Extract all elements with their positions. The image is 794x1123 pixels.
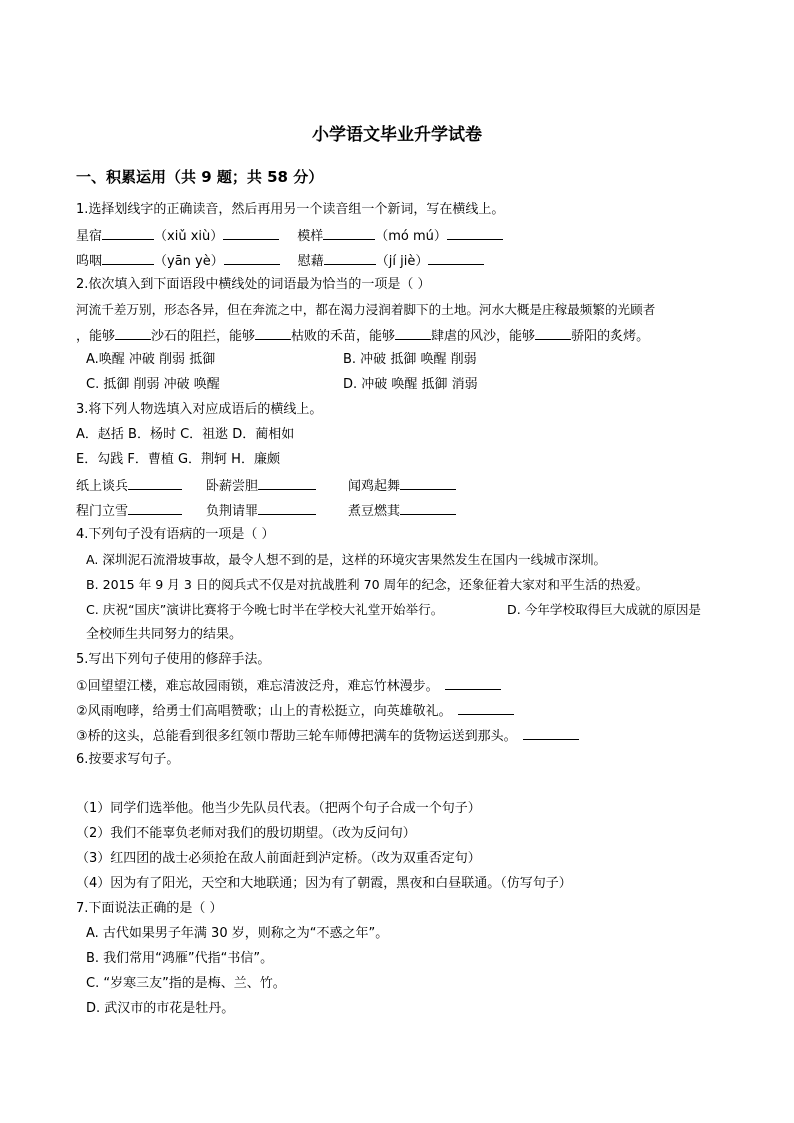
q2-option-a: A.唤醒 冲破 削弱 抵御 bbox=[86, 352, 216, 367]
q5-sentence3: ③桥的这头，总能看到很多红领巾帮助三轮车师傅把满车的货物运送到那头。 bbox=[76, 726, 579, 746]
q7-option-b: B. 我们常用“鸿雁”代指“书信”。 bbox=[86, 951, 274, 966]
exam-title: 小学语文毕业升学试卷 bbox=[312, 125, 482, 145]
idiom: 负荆请罪 bbox=[206, 504, 259, 519]
blank bbox=[428, 251, 484, 265]
word-wuyan: 呜咽 bbox=[76, 254, 103, 269]
blank bbox=[115, 326, 151, 340]
word-weijie: 慰藉 bbox=[297, 254, 324, 269]
pinyin-options: （xiǔ xiù） bbox=[154, 229, 224, 244]
pinyin-options: （yān yè） bbox=[154, 254, 224, 269]
blank bbox=[128, 476, 182, 490]
q3-idiom-row2b bbox=[206, 501, 316, 521]
idiom: 程门立雪 bbox=[76, 504, 129, 519]
q2-option-b: B. 冲破 抵御 唤醒 削弱 bbox=[343, 352, 477, 367]
q4-stem: 4.下列句子没有语病的一项是（ ） bbox=[76, 527, 275, 542]
q4-option-b: B. 2015 年 9 月 3 日的阅兵式不仅是对抗战胜利 70 周年的纪念，还象征着大家对和平生活的热爱。 bbox=[86, 577, 649, 592]
pinyin-options: （mó mú） bbox=[375, 229, 447, 244]
blank bbox=[535, 326, 571, 340]
q4-option-a: A. 深圳泥石流滑坡事故，最令人想不到的是，这样的环境灾害果然发生在国内一线城市深圳。 bbox=[86, 552, 607, 567]
idiom: 煮豆燃萁 bbox=[348, 504, 401, 519]
q7-option-c: C. “岁寒三友”指的是梅、兰、竹。 bbox=[86, 976, 286, 991]
q6-item3: （3）红四团的战士必须抢在敌人前面赶到泸定桥。（改为双重否定句） bbox=[76, 851, 481, 866]
q2-passage-line2: ，能够 沙石的阻拦，能够 枯败的禾苗，能够 肆虐的风沙，能够 骄阳的炙烤。 bbox=[76, 326, 649, 346]
q5-sentence2: ②风雨咆哮，给勇士们高唱赞歌；山上的青松挺立，向英雄敬礼。 bbox=[76, 701, 514, 721]
q1-stem: 1.选择划线字的正确读音，然后再用另一个读音组一个新词，写在横线上。 bbox=[76, 202, 505, 217]
q3-idiom-row2c bbox=[348, 501, 456, 521]
blank bbox=[102, 226, 154, 240]
q4-option-d-cont: 全校师生共同努力的结果。 bbox=[86, 627, 243, 642]
q3-stem: 3.将下列人物选填入对应成语后的横线上。 bbox=[76, 402, 323, 417]
q7-option-a: A. 古代如果男子年满 30 岁，则称之为“不惑之年”。 bbox=[86, 926, 389, 941]
blank bbox=[395, 326, 431, 340]
blank bbox=[255, 326, 291, 340]
idiom: 卧薪尝胆 bbox=[206, 479, 259, 494]
q6-item1: （1）同学们选举他。他当少先队员代表。（把两个句子合成一个句子） bbox=[76, 801, 481, 816]
q3-idiom-row2 bbox=[76, 501, 182, 521]
idiom: 纸上谈兵 bbox=[76, 479, 129, 494]
q6-item2: （2）我们不能辜负老师对我们的殷切期望。（改为反问句） bbox=[76, 826, 416, 841]
q6-item4: （4）因为有了阳光，天空和大地联通；因为有了朝霞，黑夜和白昼联通。（仿写句子） bbox=[76, 876, 572, 891]
blank bbox=[400, 476, 456, 490]
blank bbox=[523, 726, 579, 740]
blank bbox=[323, 226, 375, 240]
q3-idiom-row1 bbox=[76, 476, 182, 496]
blank bbox=[258, 476, 316, 490]
q2-passage-line1: 河流千差万别，形态各异，但在奔流之中，都在渴力浸润着脚下的土地。河水大概是庄稼最频繁的光顾者 bbox=[76, 302, 656, 317]
blank bbox=[258, 501, 316, 515]
q2-option-c: C. 抵御 削弱 冲破 唤醒 bbox=[86, 377, 220, 392]
q4-option-d: D. 今年学校取得巨大成就的原因是 bbox=[507, 602, 702, 617]
blank bbox=[445, 676, 501, 690]
blank bbox=[224, 251, 280, 265]
blank bbox=[223, 226, 279, 240]
q2-option-d: D. 冲破 唤醒 抵御 消弱 bbox=[343, 377, 478, 392]
q7-stem: 7.下面说法正确的是（ ） bbox=[76, 901, 223, 916]
section-heading: 一、积累运用（共 9 题；共 58 分） bbox=[76, 168, 324, 186]
q1-row1 bbox=[76, 226, 503, 246]
pinyin-options: （jí jiè） bbox=[375, 254, 429, 269]
q7-option-d: D. 武汉市的市花是牡丹。 bbox=[86, 1001, 235, 1016]
word-muyang: 模样 bbox=[297, 229, 324, 244]
q6-stem: 6.按要求写句子。 bbox=[76, 752, 180, 767]
q3-idiom-row1b bbox=[206, 476, 316, 496]
blank bbox=[400, 501, 456, 515]
blank bbox=[447, 226, 503, 240]
blank bbox=[128, 501, 182, 515]
q2-stem: 2.依次填入到下面语段中横线处的词语最为恰当的一项是（ ） bbox=[76, 277, 431, 292]
q1-row2 bbox=[76, 251, 484, 271]
q5-stem: 5.写出下列句子使用的修辞手法。 bbox=[76, 652, 271, 667]
word-xingxiu: 星宿 bbox=[76, 229, 103, 244]
q3-idiom-row1c bbox=[348, 476, 456, 496]
q5-sentence1: ①回望望江楼，难忘故园雨锁，难忘清波泛舟，难忘竹林漫步。 bbox=[76, 676, 501, 696]
blank bbox=[458, 701, 514, 715]
blank bbox=[324, 251, 376, 265]
q3-people-row2: E．勾践 F．曹植 G．荆轲 H．廉颇 bbox=[76, 452, 280, 467]
idiom: 闻鸡起舞 bbox=[348, 479, 401, 494]
q3-people-row1: A．赵括 B．杨时 C．祖逖 D．蔺相如 bbox=[76, 427, 295, 442]
q4-option-c: C. 庆祝“国庆”演讲比赛将于今晚七时半在学校大礼堂开始举行。 bbox=[86, 602, 444, 617]
blank bbox=[102, 251, 154, 265]
